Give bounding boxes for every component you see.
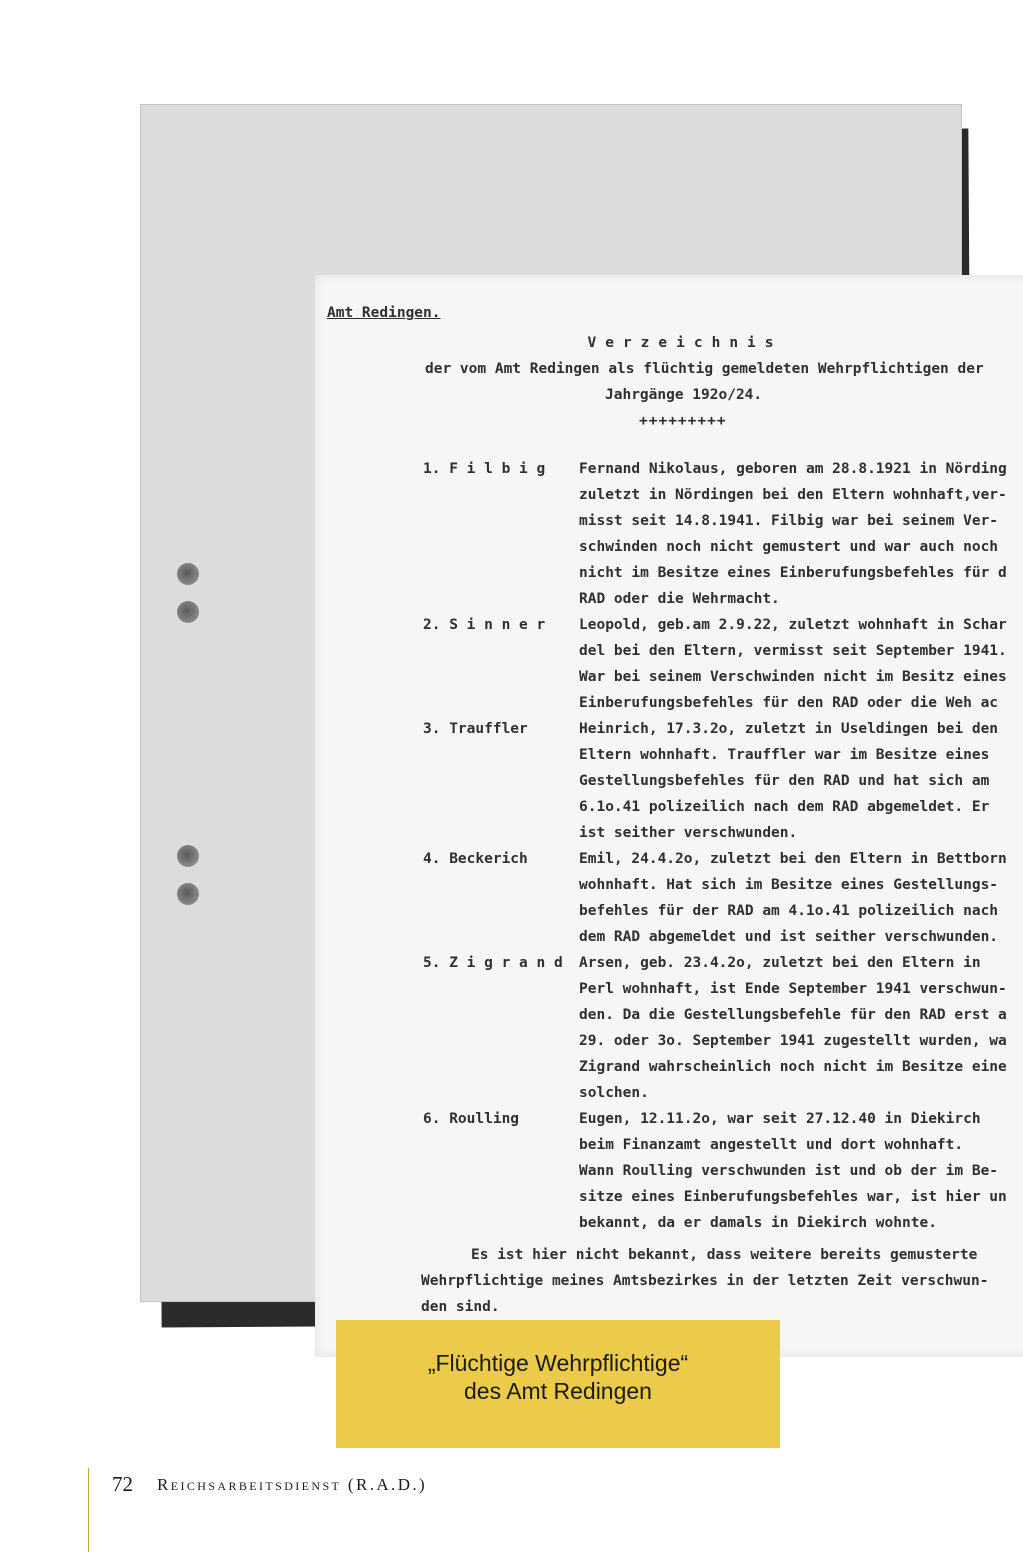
- punch-hole: [177, 845, 199, 867]
- entry-label: 3. Trauffler: [423, 721, 528, 737]
- document-subtitle-line1: der vom Amt Redingen als flüchtig gemeldeten Wehrpflichtigen der: [425, 361, 984, 377]
- entry-line: Emil, 24.4.2o, zuletzt bei den Eltern in Bettborn: [579, 851, 1007, 867]
- entry-line: ist seither verschwunden.: [579, 825, 798, 841]
- entry-line: beim Finanzamt angestellt und dort wohnhaft.: [579, 1137, 964, 1153]
- entry-label: 4. Beckerich: [423, 851, 528, 867]
- entry-line: RAD oder die Wehrmacht.: [579, 591, 780, 607]
- entry-line: schwinden noch nicht gemustert und war auch noch: [579, 539, 999, 555]
- caption-line2: des Amt Redingen: [464, 1378, 652, 1404]
- scanned-letter: [315, 275, 1023, 1357]
- entry-line: Fernand Nikolaus, geboren am 28.8.1921 in Nörding: [579, 461, 1007, 477]
- entry-line: den. Da die Gestellungsbefehle für den RAD erst a: [579, 1007, 1007, 1023]
- entry-line: Wann Roulling verschwunden ist und ob der im Be-: [579, 1163, 999, 1179]
- entry-line: befehles für der RAD am 4.1o.41 polizeilich nach: [579, 903, 999, 919]
- entry-line: bekannt, da er damals in Diekirch wohnte.: [579, 1215, 937, 1231]
- caption-line1: „Flüchtige Wehrpflichtige“: [427, 1350, 689, 1376]
- closing-line: Es ist hier nicht bekannt, dass weitere bereits gemusterte: [471, 1247, 978, 1263]
- entry-line: sitze eines Einberufungsbefehles war, ist hier un: [579, 1189, 1007, 1205]
- entry-line: solchen.: [579, 1085, 649, 1101]
- entry-line: Perl wohnhaft, ist Ende September 1941 verschwun-: [579, 981, 1007, 997]
- document-photo: [140, 104, 1007, 1315]
- entry-line: Gestellungsbefehles für den RAD und hat sich am: [579, 773, 990, 789]
- footer-rule: [88, 1468, 89, 1552]
- entry-line: Arsen, geb. 23.4.2o, zuletzt bei den Eltern in: [579, 955, 981, 971]
- entry-label: 1. F i l b i g: [423, 461, 546, 477]
- divider: +++++++++: [639, 413, 727, 429]
- entry-line: War bei seinem Verschwinden nicht im Besitz eines: [579, 669, 1007, 685]
- caption-box: [336, 1320, 780, 1448]
- entry-line: nicht im Besitze eines Einberufungsbefehles für d: [579, 565, 1007, 581]
- entry-label: 2. S i n n e r: [423, 617, 546, 633]
- entry-line: 6.1o.41 polizeilich nach dem RAD abgemeldet. Er: [579, 799, 990, 815]
- entry-line: misst seit 14.8.1941. Filbig war bei seinem Ver-: [579, 513, 999, 529]
- entry-label: 6. Roulling: [423, 1111, 520, 1127]
- entry-label: 5. Z i g r a n d: [423, 955, 563, 971]
- entry-line: wohnhaft. Hat sich im Besitze eines Gestellungs-: [579, 877, 999, 893]
- running-head: [157, 1475, 427, 1495]
- entry-line: Zigrand wahrscheinlich noch nicht im Besitze eine: [579, 1059, 1007, 1075]
- authority-heading: Amt Redingen.: [327, 305, 441, 321]
- entry-line: Einberufungsbefehles für den RAD oder die Weh ac: [579, 695, 999, 711]
- punch-hole: [177, 563, 199, 585]
- entry-line: dem RAD abgemeldet und ist seither verschwunden.: [579, 929, 999, 945]
- document-subtitle-line2: Jahrgänge 192o/24.: [605, 387, 763, 403]
- entry-line: Eugen, 12.11.2o, war seit 27.12.40 in Diekirch: [579, 1111, 981, 1127]
- page-number: 72: [112, 1472, 133, 1496]
- entry-line: Heinrich, 17.3.2o, zuletzt in Useldingen bei den: [579, 721, 999, 737]
- closing-line: den sind.: [421, 1299, 500, 1315]
- entry-line: 29. oder 3o. September 1941 zugestellt wurden, wa: [579, 1033, 1007, 1049]
- entry-line: Leopold, geb.am 2.9.22, zuletzt wohnhaft in Schar: [579, 617, 1007, 633]
- entry-line: del bei den Eltern, vermisst seit September 1941.: [579, 643, 1007, 659]
- running-head-text: Reichsarbeitsdienst (R.A.D.): [157, 1475, 428, 1494]
- entry-line: zuletzt in Nördingen bei den Eltern wohnhaft,ver-: [579, 487, 1007, 503]
- entry-line: Eltern wohnhaft. Trauffler war im Besitze eines: [579, 747, 990, 763]
- document-title: Verzeichnis: [587, 335, 783, 351]
- punch-hole: [177, 601, 199, 623]
- closing-line: Wehrpflichtige meines Amtsbezirkes in der letzten Zeit verschwun-: [421, 1273, 989, 1289]
- punch-hole: [177, 883, 199, 905]
